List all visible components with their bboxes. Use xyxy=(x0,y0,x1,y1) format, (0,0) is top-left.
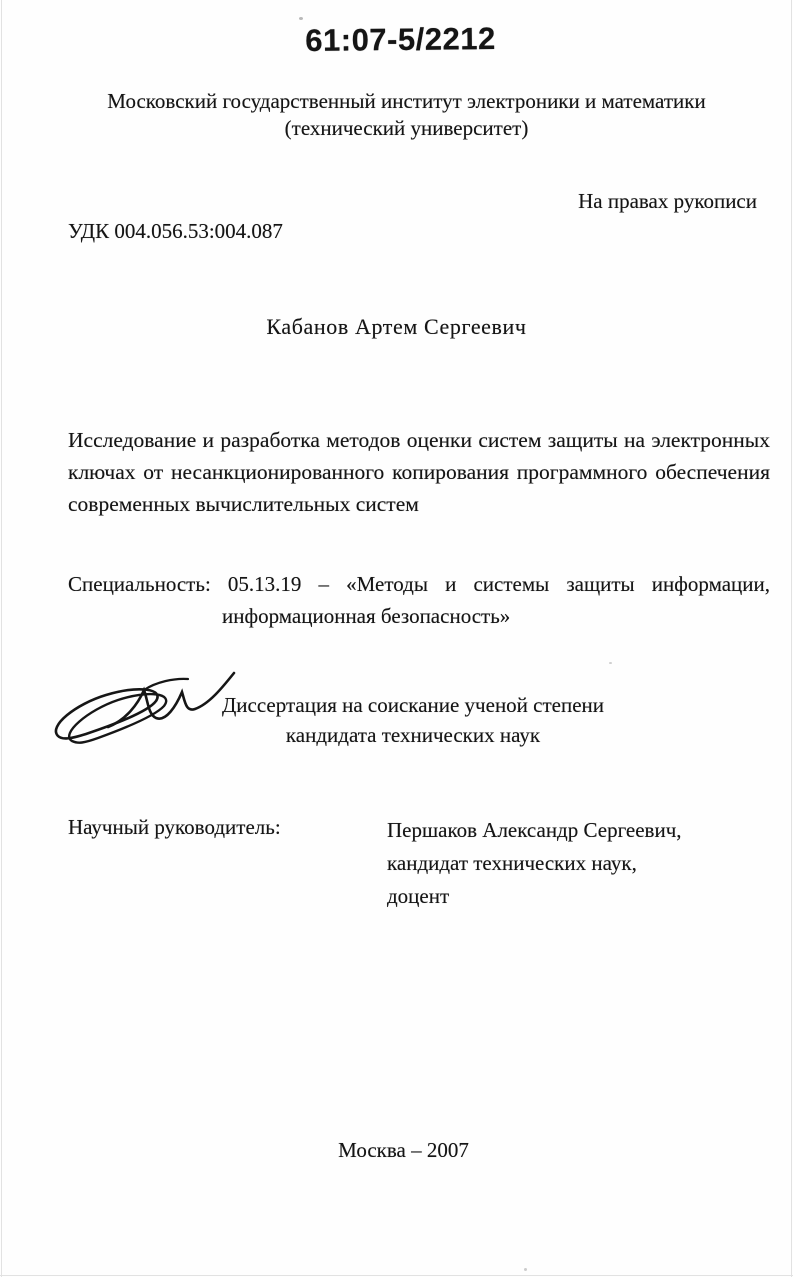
scan-speck xyxy=(299,17,303,20)
handwritten-signature-scribble xyxy=(52,664,240,744)
dissertation-degree-statement xyxy=(213,690,613,750)
manuscript-rights-note: На правах рукописи xyxy=(578,189,757,213)
title-line-1: Исследование и разработка методов оценки систем защиты на электронных xyxy=(68,428,770,452)
supervisor-label: Научный руководитель: xyxy=(68,815,281,839)
udk-code: УДК 004.056.53:004.087 xyxy=(68,219,283,243)
institute-line2: (технический университет) xyxy=(284,116,529,140)
specialty-line-1: Специальность: 05.13.19 – «Методы и системы защиты информации, xyxy=(68,572,770,596)
degree-line-2: кандидата технических наук xyxy=(285,723,541,747)
title-line-3: современных вычислительных систем xyxy=(68,492,419,516)
city-year: Москва – 2007 xyxy=(338,1138,469,1162)
scan-edge-left xyxy=(1,0,2,1277)
degree-line-1: Диссертация на соискание ученой степени xyxy=(221,693,605,717)
specialty-line-2: информационная безопасность» xyxy=(222,604,511,628)
dissertation-title xyxy=(68,424,770,520)
author-name: Кабанов Артем Сергеевич xyxy=(266,314,527,339)
title-line-2: ключах от несанкционированного копирования программного обеспечения xyxy=(68,460,770,484)
supervisor-info xyxy=(387,814,682,913)
institute-name xyxy=(20,88,793,142)
institute-line1: Московский государственный институт электроники и математики xyxy=(107,89,706,113)
specialty-section xyxy=(68,568,770,632)
supervisor-degree: кандидат технических наук, xyxy=(387,851,637,875)
scan-edge-bottom xyxy=(0,1275,793,1276)
scan-speck xyxy=(609,662,612,664)
scan-speck xyxy=(524,1268,527,1271)
supervisor-name: Першаков Александр Сергеевич, xyxy=(387,818,682,842)
supervisor-position: доцент xyxy=(387,884,450,908)
scan-edge-right xyxy=(791,0,792,1277)
catalog-number: 61:07-5/2212 xyxy=(305,20,496,58)
